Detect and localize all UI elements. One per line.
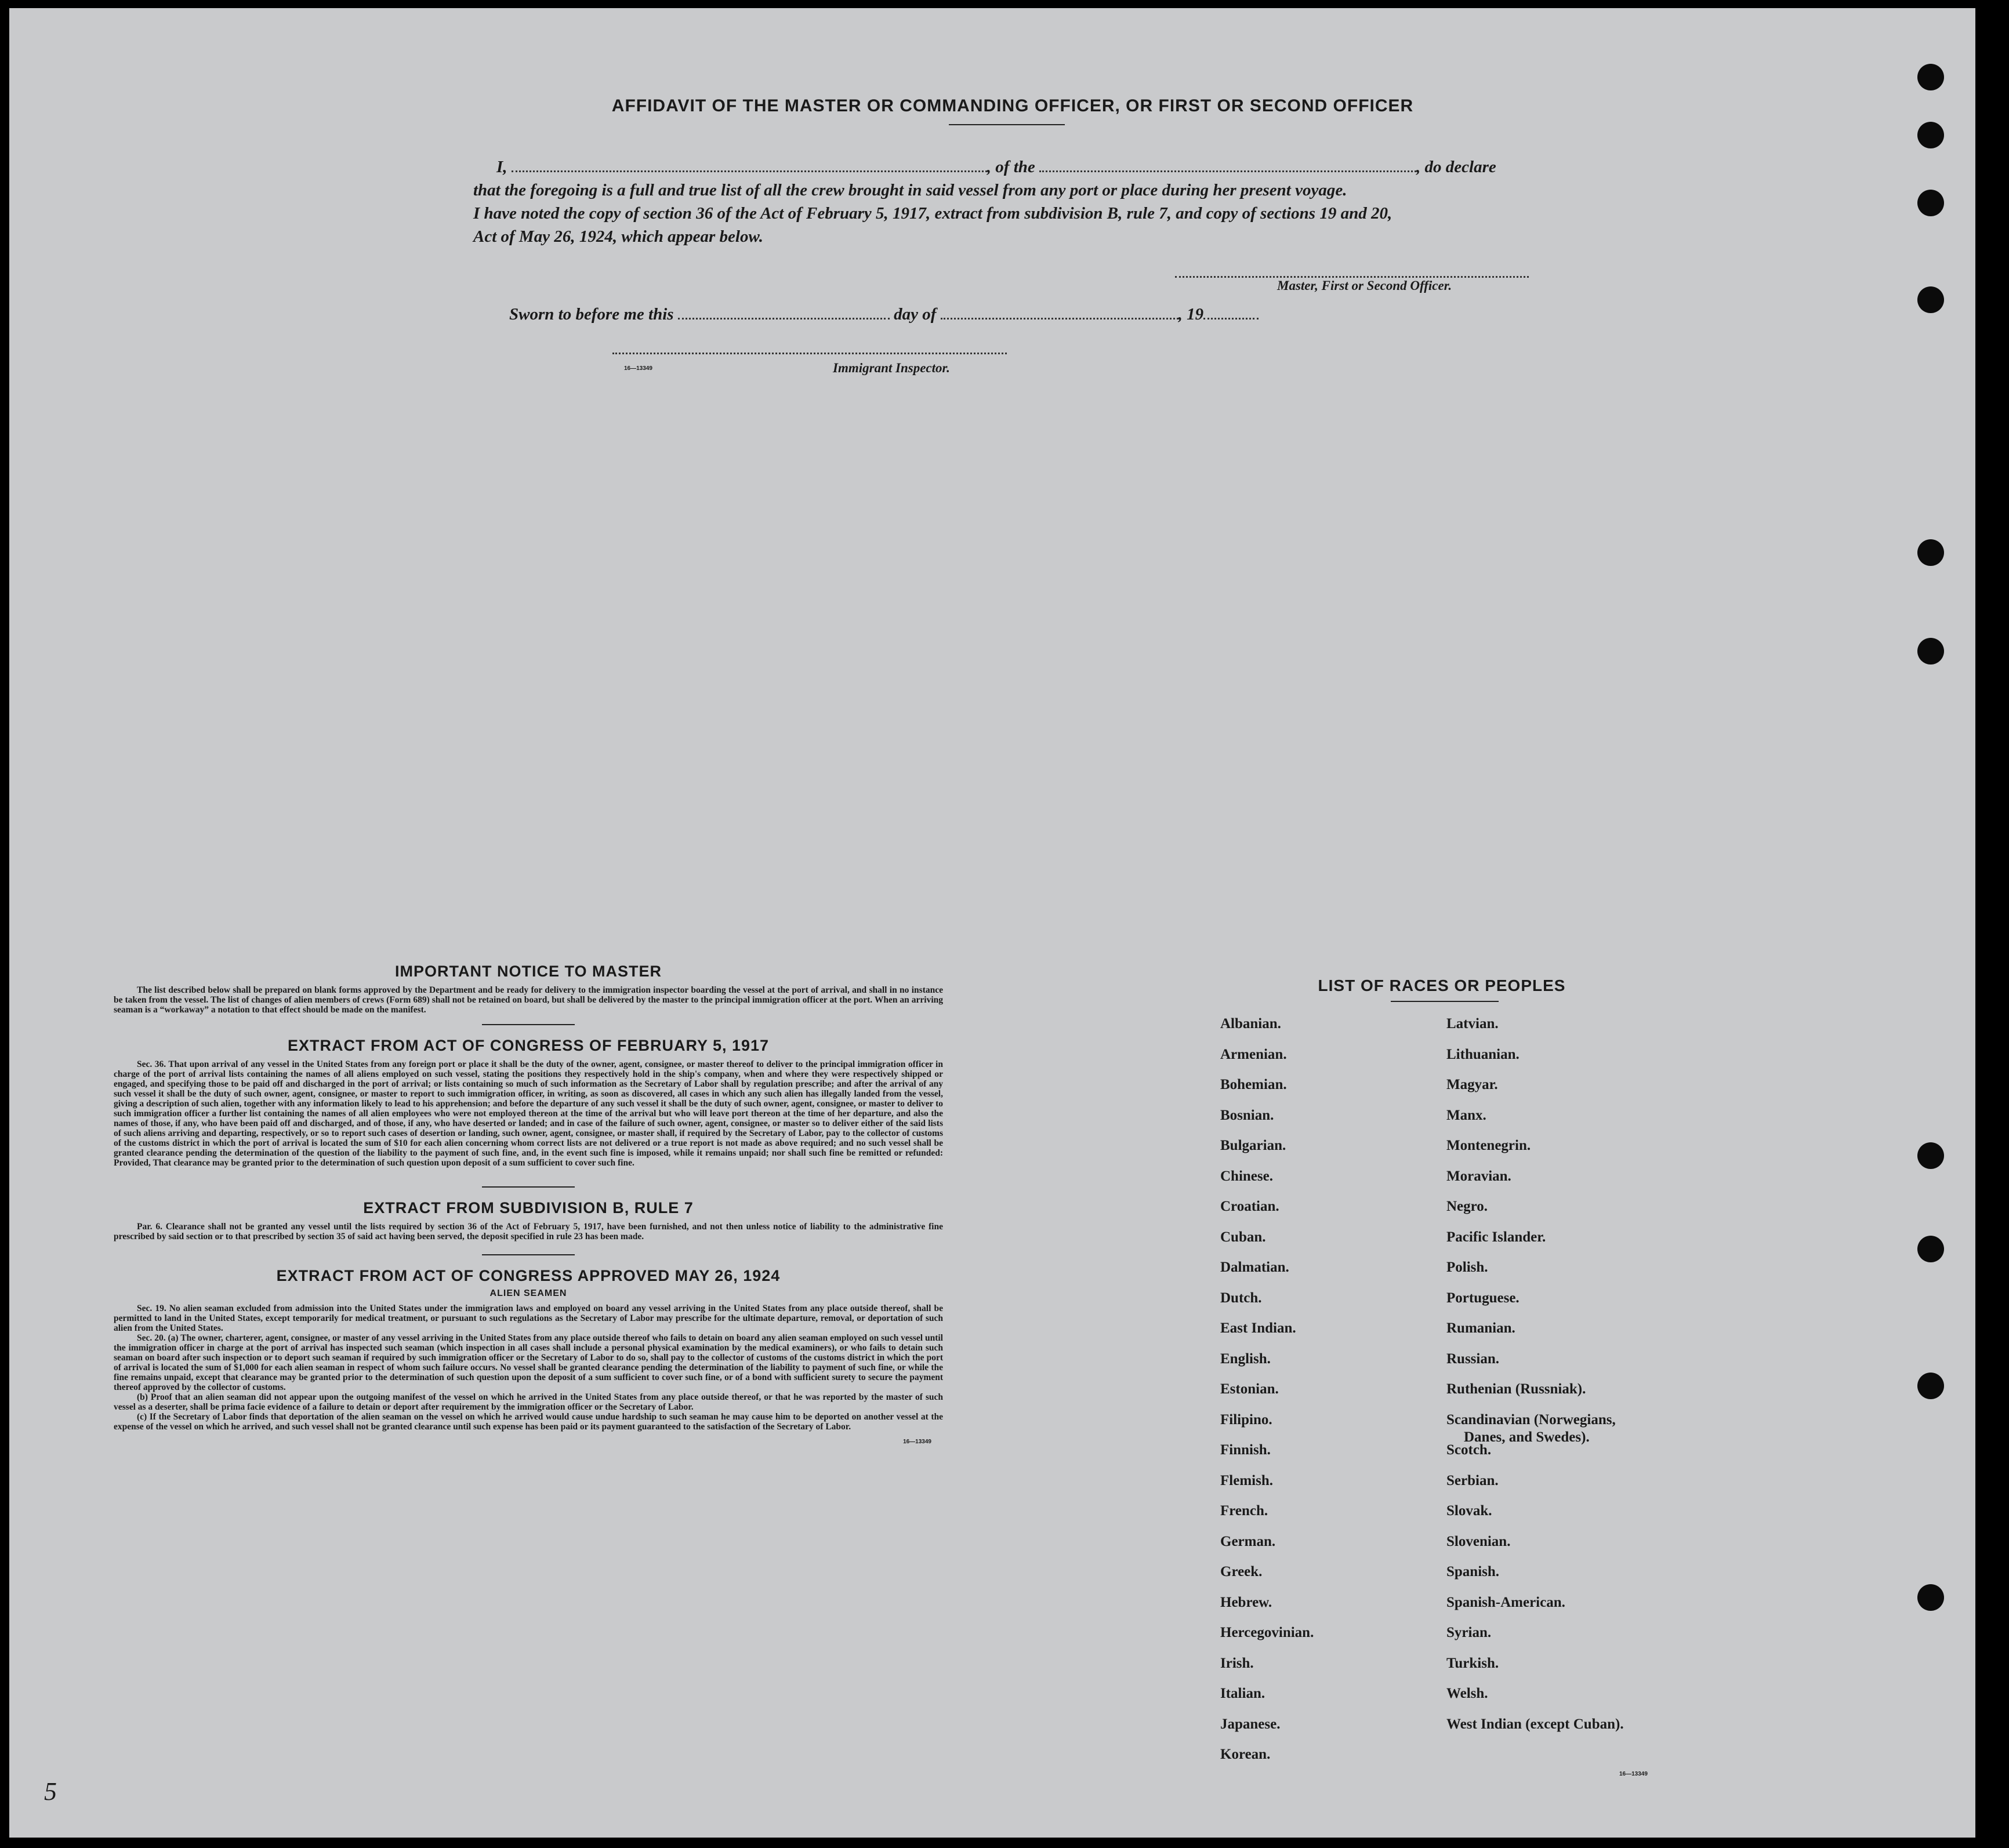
race-item: Korean. — [1220, 1747, 1271, 1762]
race-item: Dalmatian. — [1220, 1259, 1289, 1275]
vessel-blank[interactable] — [1039, 158, 1416, 172]
punch-hole — [1917, 1236, 1944, 1262]
race-item: Hercegovinian. — [1220, 1625, 1314, 1640]
left-column — [114, 963, 943, 1445]
signature-label: Master, First or Second Officer. — [1277, 278, 1452, 293]
do-declare-label: , do declare — [1416, 158, 1496, 176]
race-item: Lithuanian. — [1446, 1046, 1520, 1062]
punch-hole — [1917, 1584, 1944, 1611]
inspector-label: Immigrant Inspector. — [833, 361, 950, 375]
race-item: Albanian. — [1220, 1016, 1281, 1032]
race-item: Bohemian. — [1220, 1077, 1287, 1092]
punch-hole — [1917, 64, 1944, 90]
race-item: Manx. — [1446, 1107, 1486, 1123]
section-rule — [482, 1254, 575, 1255]
races-title: LIST OF RACES OR PEOPLES — [1318, 976, 1566, 994]
race-item: Flemish. — [1220, 1472, 1273, 1488]
signature-line[interactable] — [1175, 276, 1529, 278]
race-item: Magyar. — [1446, 1077, 1498, 1092]
sec19-text: Sec. 19. No alien seaman excluded from admission into the United States under the immigration laws and employed on board any vessel arriving in the United States from any place outside thereof, shall be permitted to land in the United States, except temporarily for medical treatment, or pursuant to such regulations as the Secretary of Labor may prescribe for the ultimate departure, removal, or deportation of such alien from the United States. — [114, 1304, 943, 1333]
race-item: Hebrew. — [1220, 1594, 1272, 1610]
punch-hole — [1917, 1142, 1944, 1169]
declaration-line-3: I have noted the copy of section 36 of the Act of February 5, 1917, extract from subdivision B, rule 7, and copy of sections 19 and 20, — [473, 204, 1392, 223]
name-blank[interactable] — [512, 158, 987, 172]
day-of-label: day of — [894, 305, 937, 324]
race-item: Bosnian. — [1220, 1107, 1274, 1123]
race-item: Danes, and Swedes). — [1464, 1429, 1590, 1445]
punch-hole — [1917, 190, 1944, 216]
extract-1917-text: Sec. 36. That upon arrival of any vessel in the United States from any foreign port or place it shall be the duty of the owner, agent, consignee, or master thereof to deliver to the principal immigration officer in charge of the port of arrival lists containing the names of all aliens employed on such vessel, stating the positions they respectively hold in the ship's company, when and where they were respectively shipped or engaged, and specifying those to be paid off and discharged in the port of arrival; or lists containing so much of such information as the Secretary of Labor shall by regulation prescribe; and after the arrival of any such vessel it shall be the duty of such owner, agent, consignee, or master to report to such immigration officer, in writing, as soon as discovered, all cases in which any such alien has illegally landed from the vessel, giving a description of such alien, together with any information likely to lead to his apprehension; and before the departure of any such vessel it shall be the duty of such owner, agent, consignee, or master to deliver to such immigration officer a further list containing the names of all alien employees who were not employed thereon at the time of the arrival but who will leave port thereon at the time of her departure, and also the names of those, if any, who have been paid off and discharged, and of those, if any, who have deserted or landed; and in case of the failure of such owner, agent, consignee, or master so to deliver either of the said lists of such aliens arriving and departing, respectively, or so to report such cases of desertion or landing, such owner, agent, consignee, or master shall, if required by the Secretary of Labor, pay to the collector of customs of the customs district in which the port of arrival is located the sum of $10 for each alien concerning whom correct lists are not delivered or a true report is not made as above required; and no such vessel shall be granted clearance pending the determination of the question of the liability to the payment of such fine, and, in the event such fine is imposed, while it remains unpaid; nor shall such fine be remitted or refunded: Provided, That clearance may be granted prior to the determination of such question upon deposit of a sum sufficient to cover such fine. — [114, 1059, 943, 1168]
race-item: Spanish-American. — [1446, 1594, 1565, 1610]
race-item: Welsh. — [1446, 1686, 1488, 1701]
race-item: Japanese. — [1220, 1716, 1281, 1732]
races-title-rule — [1391, 1001, 1499, 1002]
rule7-text: Par. 6. Clearance shall not be granted any vessel until the lists required by section 36 of the Act of February 5, 1917, have been furnished, and not then unless notice of liability to the administrative fine prescribed by said section or to that prescribed by section 35 of said act having been served, the deposit specified in rule 23 has been made. — [114, 1222, 943, 1241]
extract-form-number: 16—13349 — [903, 1439, 931, 1445]
race-item: Slovenian. — [1446, 1533, 1511, 1549]
declaration-line-1 — [496, 155, 1496, 179]
race-item: Italian. — [1220, 1686, 1265, 1701]
year-blank[interactable] — [1203, 305, 1259, 320]
punch-hole — [1917, 286, 1944, 313]
race-item: Rumanian. — [1446, 1320, 1515, 1336]
of-the-label: , of the — [987, 158, 1035, 176]
race-item: Cuban. — [1220, 1229, 1266, 1245]
race-item: Serbian. — [1446, 1472, 1499, 1488]
declaration-line-2: that the foregoing is a full and true list of all the crew brought in said vessel from any port or place during her present voyage. — [473, 181, 1347, 199]
race-item: Chinese. — [1220, 1168, 1273, 1184]
punch-hole — [1917, 122, 1944, 148]
extract-1917-title: EXTRACT FROM ACT OF CONGRESS OF FEBRUARY 5, 1917 — [287, 1037, 770, 1054]
year-prefix: , 19 — [1178, 305, 1204, 324]
race-item: Polish. — [1446, 1259, 1488, 1275]
race-item: Greek. — [1220, 1564, 1263, 1580]
day-blank[interactable] — [678, 305, 890, 320]
race-item: Finnish. — [1220, 1442, 1271, 1458]
race-item: Dutch. — [1220, 1290, 1262, 1306]
race-item: Scandinavian (Norwegians, — [1446, 1411, 1616, 1428]
section-rule — [482, 1186, 575, 1188]
inspector-signature-line[interactable] — [612, 353, 1007, 354]
race-item: Estonian. — [1220, 1381, 1279, 1397]
sworn-line — [509, 303, 1259, 326]
affidavit-title: AFFIDAVIT OF THE MASTER OR COMMANDING OFFICER, OR FIRST OR SECOND OFFICER — [611, 96, 1414, 115]
declaration-line-4: Act of May 26, 1924, which appear below. — [473, 227, 763, 246]
sec20c-text: (c) If the Secretary of Labor finds that deportation of the alien seaman on the vessel on which he arrived would cause undue hardship to such seaman he may cause him to be deported on another vessel at the expense of the vessel on which he arrived, and such vessel shall not be granted clearance until such expense has been paid or its payment guaranteed to the satisfaction of the Secretary of Labor. — [114, 1412, 943, 1432]
rule7-title: EXTRACT FROM SUBDIVISION B, RULE 7 — [363, 1199, 694, 1217]
races-form-number: 16—13349 — [1619, 1771, 1648, 1777]
race-item: Scotch. — [1446, 1442, 1492, 1458]
race-item: Moravian. — [1446, 1168, 1511, 1184]
race-item: East Indian. — [1220, 1320, 1296, 1336]
punch-hole — [1917, 638, 1944, 665]
notice-text: The list described below shall be prepared on blank forms approved by the Department and be ready for delivery to the immigration inspector boarding the vessel at the port of arrival, and shall in no instance be taken from the vessel. The list of changes of alien members of crews (Form 689) shall not be retained on board, but shall be delivered by the master to the principal immigration officer at the port. When an arriving seaman is a “workaway” a notation to that effect should be made on the manifest. — [114, 985, 943, 1015]
race-item: Portuguese. — [1446, 1290, 1520, 1306]
alien-seamen-subtitle: ALIEN SEAMEN — [489, 1288, 567, 1298]
race-item: Irish. — [1220, 1655, 1254, 1671]
sec20b-text: (b) Proof that an alien seaman did not appear upon the outgoing manifest of the vessel on which he arrived in the United States from any place outside thereof, or that he was reported by the master of such vessel as a deserter, shall be prima facie evidence of a failure to detain or deport after requirement by the immigration officer or the Secretary of Labor. — [114, 1392, 943, 1412]
race-item: Negro. — [1446, 1199, 1488, 1214]
i-label: I, — [496, 158, 507, 176]
form-sheet — [9, 8, 1975, 1838]
race-item: Filipino. — [1220, 1411, 1272, 1428]
race-item: Pacific Islander. — [1446, 1229, 1546, 1245]
race-item: Turkish. — [1446, 1655, 1499, 1671]
race-item: West Indian (except Cuban). — [1446, 1716, 1624, 1732]
sworn-label: Sworn to before me this — [509, 305, 674, 324]
race-item: Ruthenian (Russniak). — [1446, 1381, 1586, 1397]
title-rule — [949, 124, 1065, 125]
month-blank[interactable] — [941, 305, 1178, 320]
form-number: 16—13349 — [624, 365, 652, 372]
race-item: Russian. — [1446, 1350, 1500, 1367]
race-item: German. — [1220, 1533, 1276, 1549]
race-item: French. — [1220, 1503, 1268, 1519]
margin-mark: 5 — [44, 1777, 57, 1806]
race-item: Armenian. — [1220, 1046, 1287, 1062]
race-item: Montenegrin. — [1446, 1138, 1531, 1153]
punch-hole — [1917, 539, 1944, 566]
sec20a-text: Sec. 20. (a) The owner, charterer, agent, consignee, or master of any vessel arriving in the United States from any place outside thereof who fails to detain on board any alien seaman employed on such vessel until the immigration officer in charge at the port of arrival has inspected such seaman (which inspection in all cases shall include a personal physical examination by the medical examiners), or who fails to detain such seaman on board after such inspection or to deport such seaman if required by such immigration officer or the Secretary of Labor to do so, shall pay to the collector of customs of the customs district in which the port of arrival is located the sum of $1,000 for each alien seaman in respect of whom such failure occurs. No vessel shall be granted clearance pending the determination of the liability to payment of such fine, or while the fine remains unpaid, except that clearance may be granted prior to the determination of such question upon the deposit of a sum sufficient to cover such fine, or of a bond with sufficient surety to secure the payment thereof approved by the collector of customs. — [114, 1333, 943, 1392]
punch-hole — [1917, 1373, 1944, 1399]
section-rule — [482, 1024, 575, 1025]
race-item: English. — [1220, 1350, 1271, 1367]
race-item: Slovak. — [1446, 1503, 1492, 1519]
race-item: Spanish. — [1446, 1564, 1500, 1580]
race-item: Syrian. — [1446, 1625, 1492, 1640]
race-item: Bulgarian. — [1220, 1138, 1286, 1153]
race-item: Latvian. — [1446, 1016, 1499, 1032]
race-item: Croatian. — [1220, 1199, 1279, 1214]
notice-title: IMPORTANT NOTICE TO MASTER — [395, 963, 662, 980]
extract-1924-title: EXTRACT FROM ACT OF CONGRESS APPROVED MAY 26, 1924 — [276, 1267, 781, 1284]
